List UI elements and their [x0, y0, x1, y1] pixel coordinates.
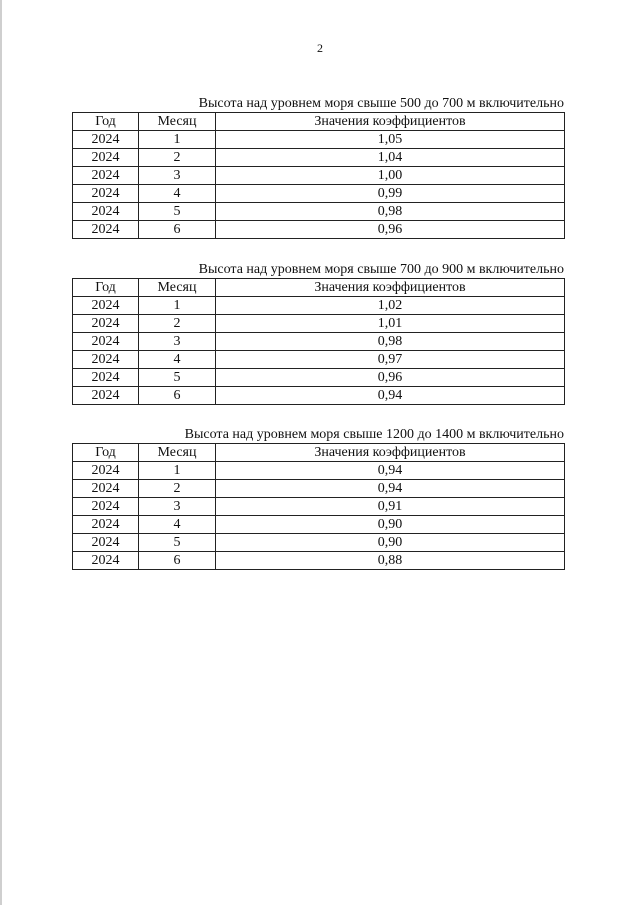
cell-value: 1,02 [216, 297, 565, 315]
table-row [73, 185, 565, 203]
cell-month: 5 [139, 534, 216, 552]
cell-value: 1,01 [216, 315, 565, 333]
cell-value: 0,94 [216, 387, 565, 405]
cell-value: 0,94 [216, 462, 565, 480]
table-row [73, 534, 565, 552]
table-header-row [73, 279, 565, 297]
table-row [73, 480, 565, 498]
table-row [73, 333, 565, 351]
coefficient-block-1200-1400 [72, 427, 564, 570]
cell-year: 2024 [73, 315, 139, 333]
cell-month: 3 [139, 167, 216, 185]
page-number: 2 [317, 41, 323, 55]
cell-value: 0,94 [216, 480, 565, 498]
header-month: Месяц [139, 279, 216, 297]
cell-month: 3 [139, 498, 216, 516]
table-caption: Высота над уровнем моря свыше 500 до 700 м включительно [198, 96, 564, 111]
cell-value: 1,04 [216, 149, 565, 167]
table-row [73, 315, 565, 333]
cell-year: 2024 [73, 516, 139, 534]
coefficient-block-500-700 [72, 96, 564, 239]
coefficient-block-700-900 [72, 262, 564, 405]
table-header-row [73, 113, 565, 131]
cell-value: 0,88 [216, 552, 565, 570]
header-year: Год [73, 444, 139, 462]
cell-year: 2024 [73, 221, 139, 239]
cell-value: 0,90 [216, 516, 565, 534]
scan-edge [0, 0, 2, 905]
cell-year: 2024 [73, 387, 139, 405]
cell-year: 2024 [73, 203, 139, 221]
table-row [73, 131, 565, 149]
table-row [73, 149, 565, 167]
coefficient-table [72, 443, 565, 570]
cell-year: 2024 [73, 167, 139, 185]
cell-year: 2024 [73, 498, 139, 516]
cell-year: 2024 [73, 149, 139, 167]
table-row [73, 297, 565, 315]
header-month: Месяц [139, 444, 216, 462]
cell-month: 1 [139, 462, 216, 480]
cell-value: 0,98 [216, 333, 565, 351]
table-row [73, 462, 565, 480]
cell-month: 2 [139, 315, 216, 333]
cell-month: 5 [139, 203, 216, 221]
cell-year: 2024 [73, 552, 139, 570]
cell-value: 0,98 [216, 203, 565, 221]
cell-value: 0,96 [216, 369, 565, 387]
cell-month: 6 [139, 552, 216, 570]
cell-month: 2 [139, 480, 216, 498]
coefficient-table [72, 278, 565, 405]
table-caption: Высота над уровнем моря свыше 1200 до 1400 м включительно [184, 427, 564, 442]
cell-month: 4 [139, 516, 216, 534]
cell-month: 1 [139, 297, 216, 315]
cell-year: 2024 [73, 534, 139, 552]
table-row [73, 221, 565, 239]
cell-year: 2024 [73, 369, 139, 387]
cell-value: 0,96 [216, 221, 565, 239]
table-row [73, 387, 565, 405]
cell-value: 1,00 [216, 167, 565, 185]
header-year: Год [73, 113, 139, 131]
header-year: Год [73, 279, 139, 297]
cell-value: 1,05 [216, 131, 565, 149]
cell-value: 0,90 [216, 534, 565, 552]
table-row [73, 167, 565, 185]
cell-year: 2024 [73, 185, 139, 203]
table-row [73, 498, 565, 516]
cell-month: 1 [139, 131, 216, 149]
cell-year: 2024 [73, 351, 139, 369]
table-row [73, 552, 565, 570]
coefficient-table [72, 112, 565, 239]
header-value: Значения коэффициентов [216, 113, 565, 131]
cell-year: 2024 [73, 131, 139, 149]
table-row [73, 203, 565, 221]
table-row [73, 351, 565, 369]
cell-year: 2024 [73, 297, 139, 315]
header-value: Значения коэффициентов [216, 279, 565, 297]
cell-year: 2024 [73, 333, 139, 351]
cell-month: 6 [139, 387, 216, 405]
cell-month: 3 [139, 333, 216, 351]
cell-month: 4 [139, 351, 216, 369]
header-month: Месяц [139, 113, 216, 131]
header-value: Значения коэффициентов [216, 444, 565, 462]
cell-month: 2 [139, 149, 216, 167]
table-row [73, 516, 565, 534]
table-caption: Высота над уровнем моря свыше 700 до 900 м включительно [198, 262, 564, 277]
cell-year: 2024 [73, 480, 139, 498]
cell-month: 6 [139, 221, 216, 239]
cell-value: 0,97 [216, 351, 565, 369]
table-row [73, 369, 565, 387]
cell-month: 5 [139, 369, 216, 387]
cell-month: 4 [139, 185, 216, 203]
cell-value: 0,91 [216, 498, 565, 516]
cell-year: 2024 [73, 462, 139, 480]
cell-value: 0,99 [216, 185, 565, 203]
table-header-row [73, 444, 565, 462]
